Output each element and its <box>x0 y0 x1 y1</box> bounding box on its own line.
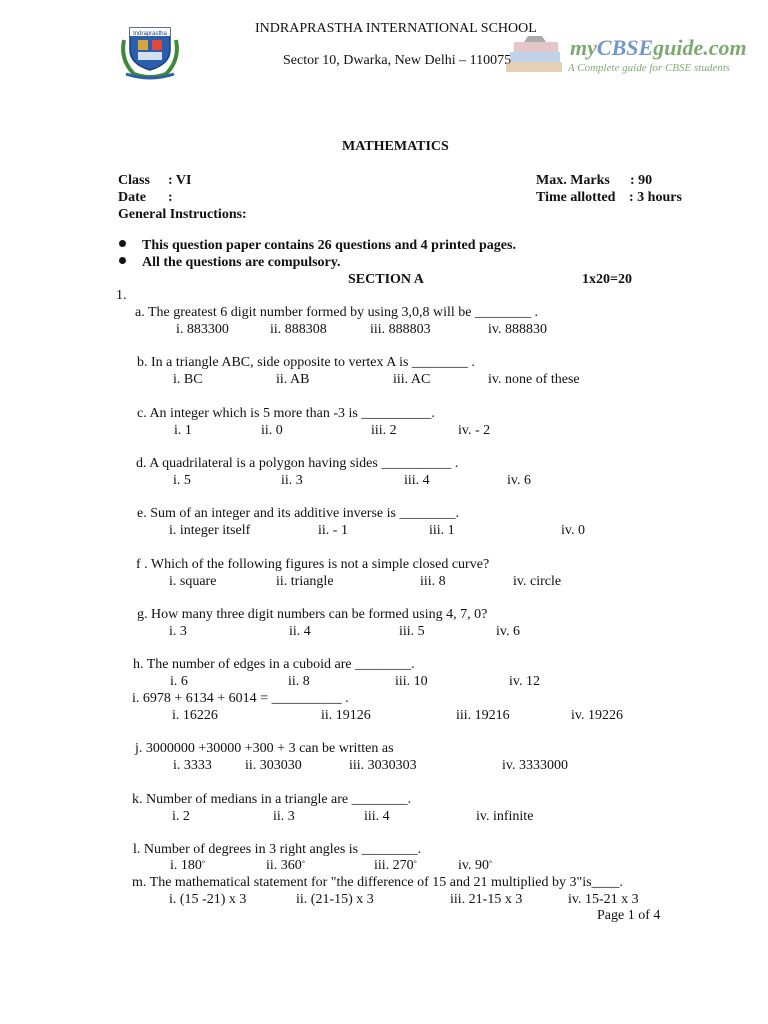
watermark-brand-suffix: guide.com <box>653 35 747 60</box>
option: iii. 2 <box>371 423 397 438</box>
degree-mark: ° <box>301 859 305 868</box>
option: iii. 21-15 x 3 <box>450 892 523 907</box>
option <box>266 857 305 874</box>
option: iv. 6 <box>496 624 520 639</box>
option: iv. 3333000 <box>502 758 568 773</box>
option: i. 5 <box>173 473 191 488</box>
option: iii. 4 <box>404 473 430 488</box>
watermark-brand-prefix: my <box>570 35 597 60</box>
option: i. 16226 <box>172 708 218 723</box>
option-label: iv. 90 <box>458 858 489 873</box>
option: iv. circle <box>513 574 562 589</box>
bullet-icon <box>119 257 126 264</box>
option: ii. 3 <box>273 809 295 824</box>
school-name: INDRAPRASTHA INTERNATIONAL SCHOOL <box>255 21 537 36</box>
date-label: Date <box>118 190 146 205</box>
degree-mark: ° <box>413 859 417 868</box>
question-h-text: h. The number of edges in a cuboid are ________. <box>133 657 415 672</box>
degree-mark: ° <box>201 859 206 868</box>
question-j-text: j. 3000000 +30000 +300 + 3 can be written as <box>135 741 394 756</box>
instructions-heading: General Instructions: <box>118 207 247 222</box>
question-m-text: m. The mathematical statement for "the difference of 15 and 21 multiplied by 3"is____. <box>132 875 624 890</box>
option: ii. 303030 <box>245 758 302 773</box>
option <box>374 857 417 874</box>
option: iv. - 2 <box>458 423 491 438</box>
question-i-text: i. 6978 + 6134 + 6014 = __________ . <box>132 691 349 706</box>
option-label: ii. 360 <box>266 858 302 873</box>
option: ii. 0 <box>261 423 283 438</box>
option: iii. 4 <box>364 809 390 824</box>
question-c-text: c. An integer which is 5 more than -3 is __________. <box>137 406 435 421</box>
question-b-text: b. In a triangle ABC, side opposite to vertex A is ________ . <box>137 355 475 370</box>
time-allotted-label: Time allotted <box>536 190 616 205</box>
crest-label: Indraprastha <box>133 31 167 37</box>
option <box>458 857 492 874</box>
option: ii. 888308 <box>270 322 327 337</box>
instruction-item: This question paper contains 26 questions and 4 printed pages. <box>142 238 516 253</box>
option: i. square <box>169 574 217 589</box>
option: ii. 3 <box>281 473 303 488</box>
question-number: 1. <box>116 288 127 303</box>
option: iv. 12 <box>509 674 540 689</box>
option: iii. AC <box>393 372 431 387</box>
option: ii. (21-15) x 3 <box>296 892 374 907</box>
option: ii. 8 <box>288 674 310 689</box>
option: iii. 3030303 <box>349 758 417 773</box>
option-label: iii. 270 <box>374 858 414 873</box>
option: ii. AB <box>276 372 310 387</box>
option: iv. 888830 <box>488 322 547 337</box>
option: iii. 8 <box>420 574 446 589</box>
option: i. 1 <box>174 423 192 438</box>
option: i. (15 -21) x 3 <box>169 892 247 907</box>
section-title: SECTION A <box>348 272 424 287</box>
watermark-brand-main: CBSE <box>596 35 654 60</box>
option: iii. 19216 <box>456 708 510 723</box>
books-icon <box>502 34 568 80</box>
option: i. 3333 <box>173 758 212 773</box>
question-e-text: e. Sum of an integer and its additive inverse is ________. <box>137 506 459 521</box>
option: i. 883300 <box>176 322 229 337</box>
watermark-tagline: A Complete guide for CBSE students <box>568 62 731 74</box>
question-k-text: k. Number of medians in a triangle are ________. <box>132 792 412 807</box>
option: iv. 6 <box>507 473 531 488</box>
option: i. 3 <box>169 624 187 639</box>
time-allotted-value: : 3 hours <box>629 190 682 205</box>
option-label: i. 180 <box>170 858 202 873</box>
option: iii. 1 <box>429 523 455 538</box>
option: iii. 10 <box>395 674 428 689</box>
question-f-text: f . Which of the following figures is not a simple closed curve? <box>136 557 490 572</box>
option: ii. 4 <box>289 624 311 639</box>
class-label: Class <box>118 173 150 188</box>
option: ii. triangle <box>276 574 334 589</box>
school-crest-logo <box>116 20 184 80</box>
degree-mark: ° <box>488 859 493 868</box>
school-address: Sector 10, Dwarka, New Delhi – 110075 <box>283 53 512 68</box>
option: iv. 15-21 x 3 <box>568 892 639 907</box>
page-number: Page 1 of 4 <box>597 908 661 923</box>
section-marks: 1x20=20 <box>582 272 632 287</box>
max-marks-label: Max. Marks <box>536 173 610 188</box>
date-value: : <box>168 190 173 205</box>
option: iv. 0 <box>561 523 585 538</box>
option: i. 6 <box>170 674 188 689</box>
question-a-text: a. The greatest 6 digit number formed by using 3,0,8 will be ________ . <box>135 305 538 320</box>
option: iv. none of these <box>488 372 580 387</box>
option: ii. 19126 <box>321 708 371 723</box>
option: iii. 5 <box>399 624 425 639</box>
bullet-icon <box>119 240 126 247</box>
mycbseguide-watermark <box>500 26 747 84</box>
question-l-text: l. Number of degrees in 3 right angles is ________. <box>133 842 422 857</box>
max-marks-value: : 90 <box>630 173 653 188</box>
option <box>170 857 205 874</box>
instruction-item: All the questions are compulsory. <box>142 255 341 270</box>
question-d-text: d. A quadrilateral is a polygon having sides __________ . <box>136 456 459 471</box>
option: iv. infinite <box>476 809 534 824</box>
option: iv. 19226 <box>571 708 623 723</box>
subject-title: MATHEMATICS <box>342 139 449 154</box>
class-value: : VI <box>168 173 192 188</box>
option: iii. 888803 <box>370 322 431 337</box>
option: ii. - 1 <box>318 523 348 538</box>
question-g-text: g. How many three digit numbers can be formed using 4, 7, 0? <box>137 607 488 622</box>
option: i. 2 <box>172 809 190 824</box>
option: i. integer itself <box>169 523 251 538</box>
option: i. BC <box>173 372 203 387</box>
